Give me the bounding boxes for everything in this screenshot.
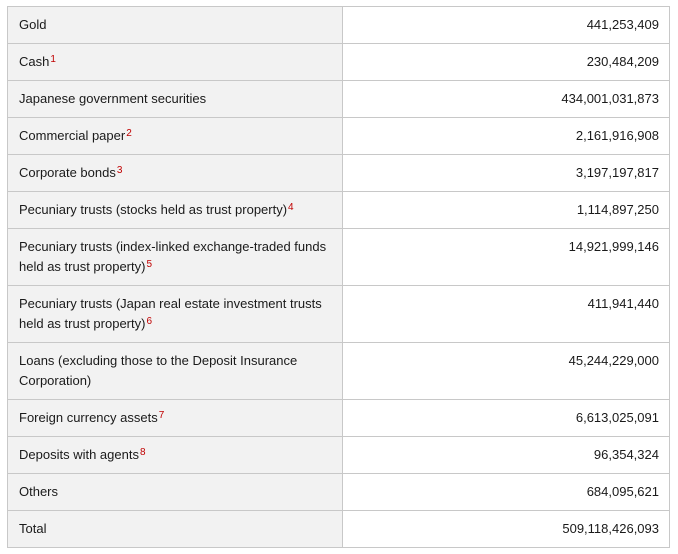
table-row [8, 437, 670, 474]
footnote-marker: 2 [126, 128, 132, 139]
row-label: Pecuniary trusts (index-linked exchange-traded funds held as trust property) [19, 239, 327, 274]
row-label-cell [8, 118, 343, 155]
row-label: Total [19, 521, 47, 536]
row-value: 45,244,229,000 [343, 343, 670, 400]
assets-table-container [7, 6, 670, 548]
row-value: 6,613,025,091 [343, 400, 670, 437]
row-label-cell [8, 229, 343, 286]
table-row [8, 474, 670, 511]
row-label-cell [8, 44, 343, 81]
footnote-marker: 5 [146, 259, 153, 270]
footnote-marker: 7 [158, 410, 165, 421]
table-row [8, 343, 670, 400]
row-label: Pecuniary trusts (stocks held as trust property) [19, 202, 288, 217]
row-label-cell [8, 81, 343, 118]
row-label-cell [8, 343, 343, 400]
row-label: Others [19, 484, 59, 499]
row-label-cell [8, 474, 343, 511]
row-value: 2,161,916,908 [343, 118, 670, 155]
footnote-marker: 8 [139, 447, 146, 458]
row-label: Commercial paper [19, 128, 126, 143]
footnote-marker: 6 [146, 316, 153, 327]
table-row [8, 229, 670, 286]
total-row [8, 511, 670, 548]
table-row [8, 7, 670, 44]
row-value: 3,197,197,817 [343, 155, 670, 192]
row-label-cell [8, 400, 343, 437]
row-value: 1,114,897,250 [343, 192, 670, 229]
footnote-marker: 1 [50, 54, 56, 65]
row-value: 14,921,999,146 [343, 229, 670, 286]
row-value: 434,001,031,873 [343, 81, 670, 118]
row-value: 441,253,409 [343, 7, 670, 44]
table-row [8, 192, 670, 229]
table-row [8, 118, 670, 155]
row-label: Japanese government securities [19, 91, 207, 106]
row-label-cell [8, 192, 343, 229]
row-value: 230,484,209 [343, 44, 670, 81]
row-value: 411,941,440 [343, 286, 670, 343]
row-label: Corporate bonds [19, 165, 116, 180]
row-label: Pecuniary trusts (Japan real estate investment trusts held as trust property) [19, 296, 322, 331]
table-row [8, 286, 670, 343]
row-value: 96,354,324 [343, 437, 670, 474]
row-label: Cash [19, 54, 50, 69]
row-label: Foreign currency assets [19, 410, 158, 425]
row-label-cell [8, 7, 343, 44]
table-row [8, 44, 670, 81]
table-row [8, 81, 670, 118]
footnote-marker: 4 [288, 202, 294, 213]
row-label: Deposits with agents [19, 447, 139, 462]
row-value: 684,095,621 [343, 474, 670, 511]
footnote-marker: 3 [116, 165, 123, 176]
row-label-cell [8, 286, 343, 343]
row-label: Gold [19, 17, 47, 32]
table-row [8, 400, 670, 437]
assets-table [7, 6, 670, 548]
row-label-cell [8, 437, 343, 474]
row-value: 509,118,426,093 [343, 511, 670, 548]
row-label: Loans (excluding those to the Deposit Insurance Corporation) [19, 353, 298, 388]
row-label-cell [8, 155, 343, 192]
table-row [8, 155, 670, 192]
row-label-cell [8, 511, 343, 548]
